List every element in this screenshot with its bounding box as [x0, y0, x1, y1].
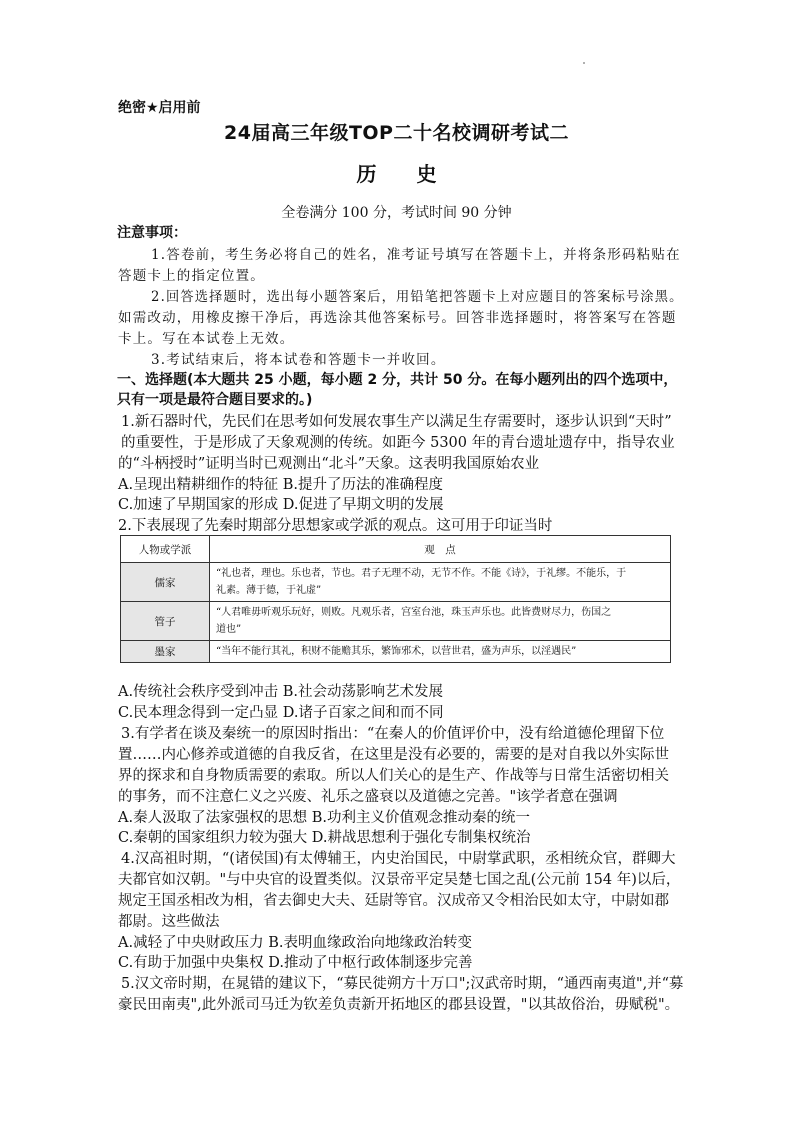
notice-heading: 注意事项： [117, 225, 187, 241]
notice-line: 如需改动，用橡皮擦干净后，再选涂其他答案标号。回答非选择题时，将答案写在答题 [118, 310, 677, 326]
notice-line: 1.答卷前，考生务必将自己的姓名，准考证号填写在答题卡上，并将条形码粘贴在 [151, 247, 681, 263]
subject-char-1: 历 [356, 162, 377, 186]
q3-option-line: C.秦朝的国家组织力较为强大 D.耕战思想利于强化专制集权统治 [118, 830, 531, 846]
q4-stem-line: 都尉。这些做法 [118, 914, 220, 930]
q4-stem-line: 4.汉高祖时期，“(诸侯国)有太傅辅王，内史治国民，中尉掌武职，丞相统众官，群卿大 [121, 851, 676, 867]
q5-stem-line: 5.汉文帝时期，在晁错的建议下，“募民徙朔方十万口";汉武帝时期，“通西南夷道",并“募 [121, 976, 684, 992]
notice-line: 3.考试结束后，将本试卷和答题卡一并收回。 [151, 352, 446, 368]
q2-views-table [120, 535, 671, 663]
q1-option-line: A.呈现出精耕细作的特征 B.提升了历法的准确程度 [118, 477, 443, 493]
view-line: “当年不能行其礼，积财不能赡其乐，繁饰邪术，以营世君，盛为声乐，以淫遇民” [216, 646, 577, 657]
table-header-cell: 观 点 [210, 536, 671, 563]
q4-stem-line: 夫都官如汉朝。"与中央官的设置类似。汉景帝平定吴楚七国之乱(公元前 154 年)以后， [118, 872, 681, 888]
table-header-cell: 人物或学派 [121, 536, 210, 563]
q1-option-line: C.加速了早期国家的形成 D.促进了早期文明的发展 [118, 497, 444, 513]
q1-stem-line: 的“斗柄授时”证明当时已观测出“北斗”天象。这表明我国原始农业 [118, 456, 540, 472]
view-line: 道也” [216, 624, 242, 635]
confidential-mark: 绝密★启用前 [118, 100, 201, 116]
q3-stem-line: 置……内心修养或道德的自我反省，在这里是没有必要的，需要的是对自我以外实际世 [118, 747, 669, 763]
table-view-cell [210, 641, 671, 663]
q2-option-line: A.传统社会秩序受到冲击 B.社会动荡影响艺术发展 [118, 684, 443, 700]
table-view-cell [210, 602, 671, 641]
exam-title: 24届高三年级TOP二十名校调研考试二 [224, 122, 569, 144]
q2-stem: 2.下表展现了先秦时期部分思想家或学派的观点。这可用于印证当时 [118, 518, 553, 534]
q3-stem-line: 3.有学者在谈及秦统一的原因时指出：“在秦人的价值评价中，没有给道德伦理留下位 [121, 726, 665, 742]
view-line: 礼素。薄于德，于礼虚” [216, 585, 322, 596]
q2-option-line: C.民本理念得到一定凸显 D.诸子百家之间和而不同 [118, 705, 444, 721]
table-row [121, 563, 671, 602]
subject-char-2: 史 [416, 162, 437, 186]
q3-stem-line: 界的探求和自身物质需要的索取。所以人们关心的是生产、作战等与日常生活密切相关 [118, 768, 669, 784]
table-header-row [121, 536, 671, 563]
section-heading-cont: 只有一项是最符合题目要求的。) [117, 392, 313, 408]
table-row [121, 602, 671, 641]
view-line: “礼也者，理也。乐也者，节也。君子无理不动，无节不作。不能《诗》，于礼缪。不能乐，于 [216, 568, 627, 579]
table-cat-cell: 管子 [121, 602, 210, 641]
table-cat-cell: 儒家 [121, 563, 210, 602]
table-cat-cell: 墨家 [121, 641, 210, 663]
view-line: “人君唯毋听观乐玩好，则败。凡观乐者，宫室台池，珠玉声乐也。此皆费财尽力，伤国之 [216, 607, 612, 618]
q4-option-line: A.减轻了中央财政压力 B.表明血缘政治向地缘政治转变 [118, 935, 472, 951]
q5-stem-line: 豪民田南夷",此外派司马迁为钦差负责新开拓地区的郡县设置，"以其故俗治，毋赋税"。 [118, 997, 680, 1013]
q4-stem-line: 规定王国丞相改为相，省去御史大夫、廷尉等官。汉成帝又令相治民如太守，中尉如郡 [118, 893, 669, 909]
exam-meta: 全卷满分 100 分，考试时间 90 分钟 [281, 205, 512, 221]
subject-title [0, 158, 793, 187]
table-view-cell [210, 563, 671, 602]
q1-stem-line: 的重要性，于是形成了天象观测的传统。如距今 5300 年的青台遗址遗存中，指导农业 [121, 435, 675, 451]
q3-stem-line: 的事务，而不注意仁义之兴废、礼乐之盛衰以及道德之完善。"该学者意在强调 [118, 789, 618, 805]
notice-line: 卡上。写在本试卷上无效。 [118, 331, 295, 347]
q1-stem-line: 1.新石器时代，先民们在思考如何发展农事生产以满足生存需要时，逐步认识到“天时” [121, 414, 672, 430]
scan-speck [583, 62, 585, 64]
q4-option-line: C.有助于加强中央集权 D.推动了中枢行政体制逐步完善 [118, 955, 473, 971]
section-heading: 一、选择题(本大题共 25 小题，每小题 2 分，共计 50 分。在每小题列出的四个选项中， [117, 372, 678, 388]
q3-option-line: A.秦人汲取了法家强权的思想 B.功利主义价值观念推动秦的统一 [118, 810, 530, 826]
notice-line: 2.回答选择题时，选出每小题答案后，用铅笔把答题卡上对应题目的答案标号涂黑。 [151, 289, 684, 305]
table-row [121, 641, 671, 663]
notice-line: 答题卡上的指定位置。 [118, 268, 265, 284]
